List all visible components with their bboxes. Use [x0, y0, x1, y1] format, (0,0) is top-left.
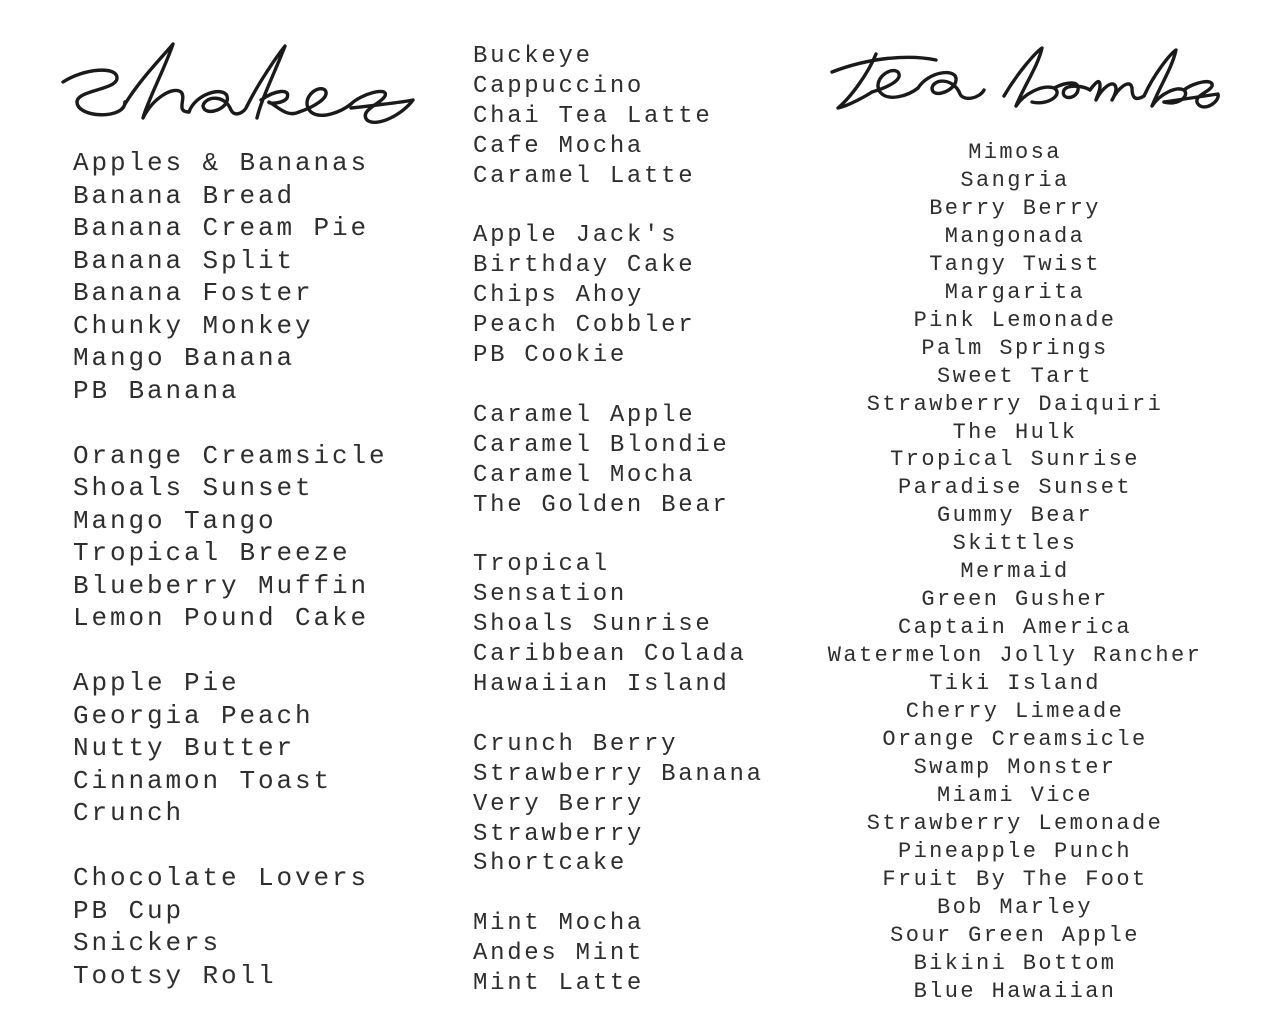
list-item: Blueberry Muffin — [73, 570, 370, 601]
list-item: Green Gusher — [921, 587, 1109, 613]
list-item: Berry Berry — [929, 195, 1101, 221]
list-item: Gummy Bear — [936, 503, 1094, 529]
list-item: Hawaiian Island — [473, 670, 730, 698]
list-item: Peach Cobbler — [473, 312, 696, 340]
list-item: PB Cup — [73, 895, 185, 926]
list-item: Apple Jack's — [473, 222, 679, 250]
list-item: Cherry Limeade — [905, 699, 1125, 725]
list-item: Caramel Latte — [473, 162, 696, 190]
list-item: Tootsy Roll — [73, 960, 277, 991]
list-item: Palm Springs — [921, 335, 1109, 361]
list-item: Caramel Blondie — [473, 431, 730, 459]
list-item: Sangria — [960, 167, 1070, 193]
list-item: Crunch — [73, 798, 185, 828]
list-item: Crunch Berry — [473, 730, 679, 758]
list-item: Georgia Peach — [73, 700, 314, 731]
list-item: Lemon Pound Cake — [73, 603, 370, 633]
tea-bombs-list — [815, 139, 1215, 1006]
list-item: Shoals Sunset — [73, 473, 314, 503]
list-item: Swamp Monster — [913, 754, 1117, 780]
list-item: Paradise Sunset — [897, 475, 1133, 501]
list-item: Banana Bread — [73, 180, 296, 211]
list-item: Bob Marley — [936, 894, 1094, 920]
list-item: Chocolate Lovers — [73, 863, 370, 893]
list-item: Tropical — [473, 551, 610, 579]
list-item: Mint Latte — [473, 970, 645, 998]
list-item: Pineapple Punch — [897, 838, 1133, 864]
list-item: Mimosa — [968, 140, 1062, 165]
list-item: Watermelon Jolly Rancher — [827, 643, 1203, 669]
middle-list — [473, 42, 764, 999]
list-item: Strawberry Banana — [473, 760, 764, 788]
list-item: Buckeye — [473, 43, 593, 70]
list-item: Mint Mocha — [473, 910, 645, 938]
list-item: Tropical Breeze — [73, 538, 351, 568]
list-item: Caribbean Colada — [473, 641, 747, 669]
list-item: Very Berry — [473, 790, 645, 818]
list-item: Tangy Twist — [929, 251, 1101, 277]
list-item: Blue Hawaiian — [913, 978, 1117, 1004]
list-item: Banana Split — [73, 245, 296, 276]
list-item: Apples & Bananas — [73, 148, 370, 178]
list-item: Banana Cream Pie — [73, 213, 370, 243]
shakes-heading — [55, 38, 415, 130]
shakes-script-lettering — [55, 38, 415, 130]
shakes-list — [73, 147, 388, 992]
list-item: PB Banana — [73, 375, 240, 406]
list-item: Banana Foster — [73, 278, 314, 308]
list-item: Sensation — [473, 581, 627, 609]
list-item: Sour Green Apple — [890, 922, 1140, 948]
list-item: Caramel Mocha — [473, 461, 696, 489]
list-item: Mango Banana — [73, 343, 296, 373]
tea-bombs-script-lettering — [828, 44, 1220, 120]
list-item: Cinnamon Toast — [73, 765, 333, 796]
list-item: Nutty Butter — [73, 733, 296, 763]
list-item: Mermaid — [960, 559, 1070, 585]
list-item: Margarita — [944, 279, 1086, 305]
list-item: Chai Tea Latte — [473, 102, 713, 130]
list-item: Cappuccino — [473, 72, 645, 100]
list-item: Skittles — [952, 531, 1078, 557]
list-item: Tiki Island — [929, 671, 1101, 697]
tea-bombs-heading — [828, 44, 1220, 120]
list-item: Chunky Monkey — [73, 310, 314, 341]
list-item: Pink Lemonade — [913, 307, 1117, 333]
list-item: Orange Creamsicle — [73, 440, 388, 471]
list-item: The Hulk — [952, 419, 1078, 445]
list-item: Captain America — [897, 615, 1133, 641]
list-item: Sweet Tart — [936, 363, 1094, 389]
list-item: Birthday Cake — [473, 252, 696, 280]
list-item: Apple Pie — [73, 668, 240, 698]
list-item: Cafe Mocha — [473, 132, 645, 160]
list-item: Mango Tango — [73, 505, 277, 536]
list-item: Strawberry Daiquiri — [866, 391, 1164, 417]
list-item: Tropical Sunrise — [890, 447, 1140, 473]
list-item: PB Cookie — [473, 342, 627, 370]
list-item: Orange Creamsicle — [882, 727, 1148, 753]
list-item: Mangonada — [944, 223, 1086, 249]
list-item: Shoals Sunrise — [473, 611, 713, 639]
list-item: Shortcake — [473, 850, 627, 878]
list-item: Andes Mint — [473, 940, 645, 968]
list-item: Snickers — [73, 928, 222, 958]
list-item: Bikini Bottom — [913, 950, 1117, 976]
list-item: Strawberry Lemonade — [866, 810, 1164, 836]
list-item: The Golden Bear — [473, 491, 730, 519]
list-item: Caramel Apple — [473, 401, 696, 429]
list-item: Fruit By The Foot — [882, 866, 1148, 892]
list-item: Strawberry — [473, 820, 645, 848]
list-item: Miami Vice — [936, 782, 1094, 808]
list-item: Chips Ahoy — [473, 282, 645, 310]
